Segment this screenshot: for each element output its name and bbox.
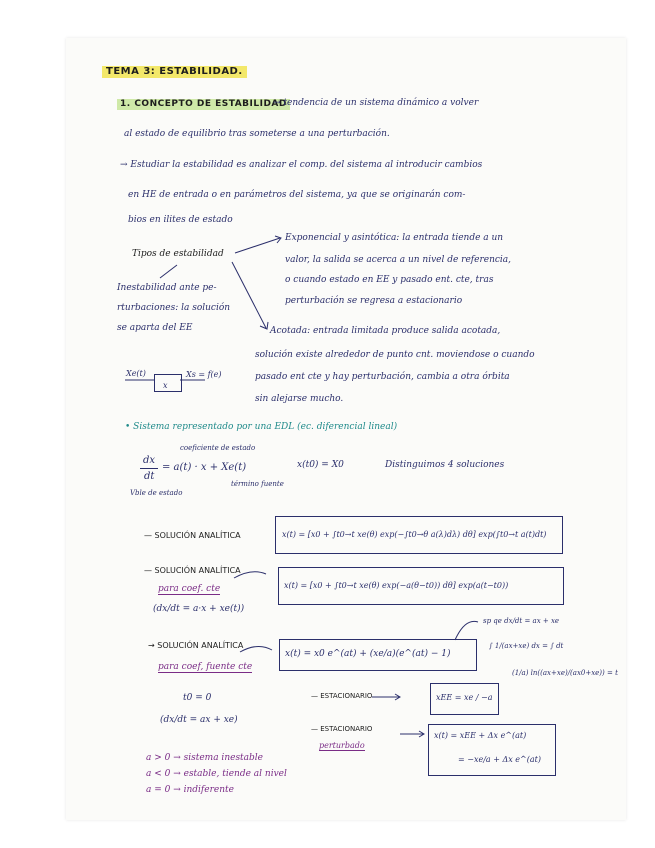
var-annotation: Vble de estado xyxy=(130,489,183,497)
exponential-line-3: o cuando estado en EE y pasado ent. cte, tras xyxy=(285,275,494,285)
stability-types-label: Tipos de estabilidad xyxy=(132,249,224,259)
term-annotation: término fuente xyxy=(231,480,284,488)
case-zero: a = 0 → indiferente xyxy=(146,785,234,795)
block-output-label: Xs = f(e) xyxy=(186,370,222,379)
paragraph-line-2: en HE de entrada o en parámetros del sistema, ya que se originarán com- xyxy=(128,190,466,200)
solution-analitica-label: — SOLUCIÓN ANALÍTICA xyxy=(144,531,241,540)
unstable-line-2: rturbaciones: la solución xyxy=(117,303,231,313)
exponential-line-1: Exponencial y asintótica: la entrada tiende a un xyxy=(285,233,504,243)
eq-lhs-num: dx xyxy=(143,455,156,466)
solution-fuente-formula: x(t) = x0 e^(at) + (xe/a)(e^(at) − 1) xyxy=(285,649,451,659)
case-positive: a > 0 → sistema inestable xyxy=(146,753,264,763)
solution-coef-sublabel: para coef. cte xyxy=(158,584,221,594)
solution-coef-equation: (dx/dt = a·x + xe(t)) xyxy=(153,604,245,614)
side-integral: ∫ 1/(ax+xe) dx = ∫ dt xyxy=(489,642,564,650)
side-note: sp qe dx/dt = ax + xe xyxy=(483,617,560,625)
side-log: (1/a) ln((ax+xe)/(ax0+xe)) = t xyxy=(512,669,618,677)
distinguish-note: Distinguimos 4 soluciones xyxy=(385,460,505,470)
definition-line-1: → tendencia de un sistema dinámico a volver xyxy=(273,98,479,108)
acotada-line-3: pasado ent cte y hay perturbación, cambia a otra órbita xyxy=(255,372,510,382)
page-title: TEMA 3: ESTABILIDAD. xyxy=(102,66,247,78)
section-heading: 1. CONCEPTO DE ESTABILIDAD xyxy=(117,99,290,110)
solution-coef-formula: x(t) = [x0 + ∫t0→t xe(θ) exp(−a(θ−t0)) dθ] exp(a(t−t0)) xyxy=(284,581,509,590)
solution-fuente-sublabel: para coef, fuente cte xyxy=(158,662,253,672)
perturbado-formula-2: = −xe/a + Δx e^(at) xyxy=(458,755,541,764)
coef-annotation: coeficiente de estado xyxy=(180,444,256,452)
acotada-line-2: solución existe alrededor de punto cnt. moviendose o cuando xyxy=(255,350,535,360)
estacionario-perturbado-label: — ESTACIONARIO xyxy=(311,725,373,733)
estacionario-formula: xEE = xe / −a xyxy=(436,693,493,702)
t0-condition: t0 = 0 xyxy=(183,693,212,703)
acotada-line-4: sin alejarse mucho. xyxy=(255,394,344,404)
unstable-line-3: se aparta del EE xyxy=(117,323,193,333)
exponential-line-2: valor, la salida se acerca a un nivel de referencia, xyxy=(285,255,512,265)
case-negative: a < 0 → estable, tiende al nivel xyxy=(146,769,287,779)
acotada-line-1: Acotada: entrada limitada produce salida acotada, xyxy=(270,326,501,336)
estacionario-perturbado-sublabel: perturbado xyxy=(319,741,365,750)
solution-fuente-label: → SOLUCIÓN ANALÍTICA xyxy=(148,641,244,650)
solution-coef-label: — SOLUCIÓN ANALÍTICA xyxy=(144,566,241,575)
perturbado-formula-1: x(t) = xEE + Δx e^(at) xyxy=(434,731,527,740)
solution-analitica-formula: x(t) = [x0 + ∫t0→t xe(θ) exp(−∫t0→θ a(λ)dλ) dθ] exp(∫t0→t a(t)dt) xyxy=(282,530,547,539)
eq-rhs: = a(t) · x + Xe(t) xyxy=(162,462,247,473)
block-inner-label: x xyxy=(163,381,168,390)
paragraph-line-3: bios en ilites de estado xyxy=(128,215,233,225)
simple-equation: (dx/dt = ax + xe) xyxy=(160,715,238,725)
definition-line-2: al estado de equilibrio tras someterse a una perturbación. xyxy=(124,129,390,139)
block-input-label: Xe(t) xyxy=(126,369,146,378)
edl-heading: • Sistema representado por una EDL (ec. diferencial lineal) xyxy=(125,422,398,432)
paragraph-line-1: → Estudiar la estabilidad es analizar el comp. del sistema al introducir cambios xyxy=(120,160,483,170)
eq-lhs-den: dt xyxy=(144,471,155,482)
estacionario-label: — ESTACIONARIO xyxy=(311,692,373,700)
unstable-line-1: Inestabilidad ante pe- xyxy=(117,283,217,293)
initial-condition: x(t0) = X0 xyxy=(297,460,344,470)
exponential-line-4: perturbación se regresa a estacionario xyxy=(285,296,463,306)
